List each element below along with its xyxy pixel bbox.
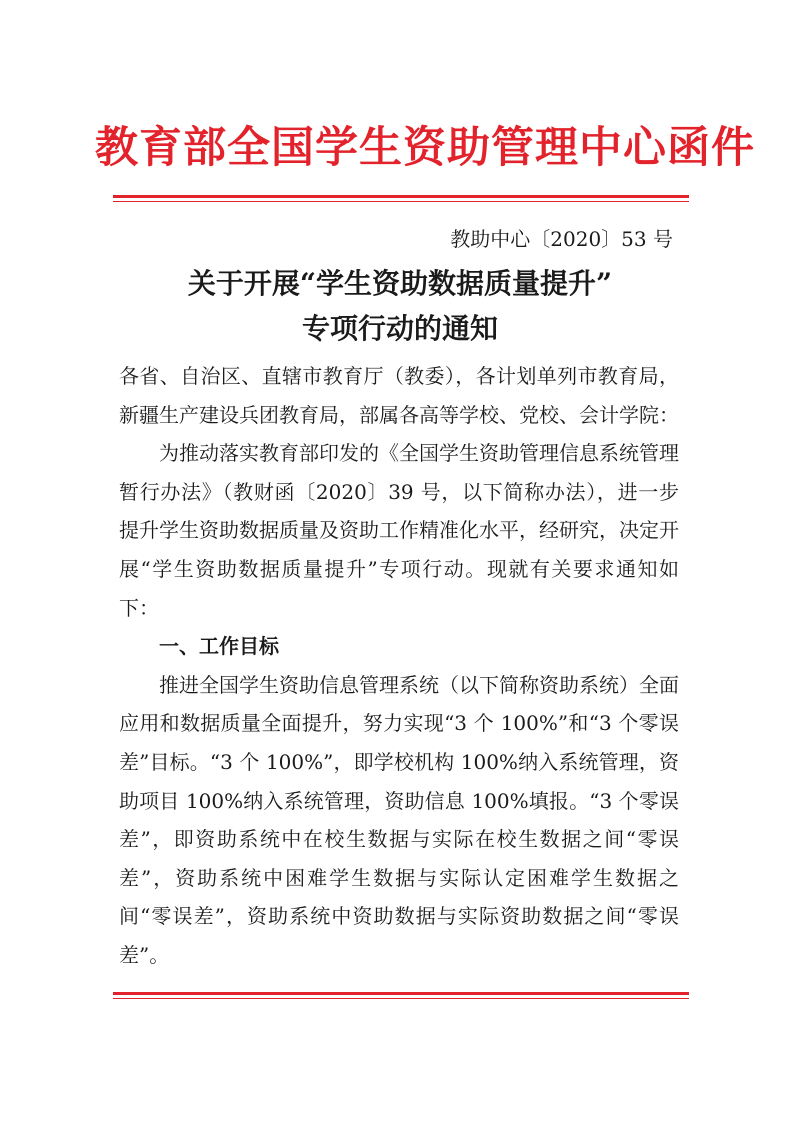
document-title-line-2: 专项行动的通知 [301,312,498,345]
letterhead-red-rule [113,195,689,202]
document-body [119,357,679,975]
rule-thick-line [113,992,689,995]
document-title-line-1: 关于开展“学生资助数据质量提升” [187,267,613,300]
section-heading: 一、工作目标 [159,634,279,659]
footer-red-rule [113,992,689,999]
intro-paragraph: 为推动落实教育部印发的《全国学生资助管理信息系统管理暂行办法》（教财函〔2020〕39 号，以下简称办法），进一步提升学生资助数据质量及资助工作精准化水平，经研究，决定开展“学生资助数据质量提升”专项行动。现就有关要求通知如下： [119,441,679,620]
work-goal-paragraph: 推进全国学生资助信息管理系统（以下简称资助系统）全面应用和数据质量全面提升，努力实现“3 个 100%”和“3 个零误差”目标。“3 个 100%”，即学校机构 100%纳入系统管理，资助项目 100%纳入系统管理，资助信息 100%填报。“3 个零误差”，即资助系统中在校生数据与实际在校生数据之间“零误差”，资助系统中困难学生数据与实际认定困难学生数据之间“零误差”，资助系统中资助数据与实际资助数据之间“零误差”。 [119,672,679,967]
letterhead-title: 教育部全国学生资助管理中心函件 [95,123,755,173]
rule-thin-line [113,201,689,202]
rule-thin-line [113,998,689,999]
document-number: 教助中心〔2020〕53 号 [450,227,673,251]
rule-thick-line [113,195,689,198]
recipients-paragraph: 各省、自治区、直辖市教育厅（教委），各计划单列市教育局，新疆生产建设兵团教育局，部属各高等学校、党校、会计学院： [119,364,679,427]
